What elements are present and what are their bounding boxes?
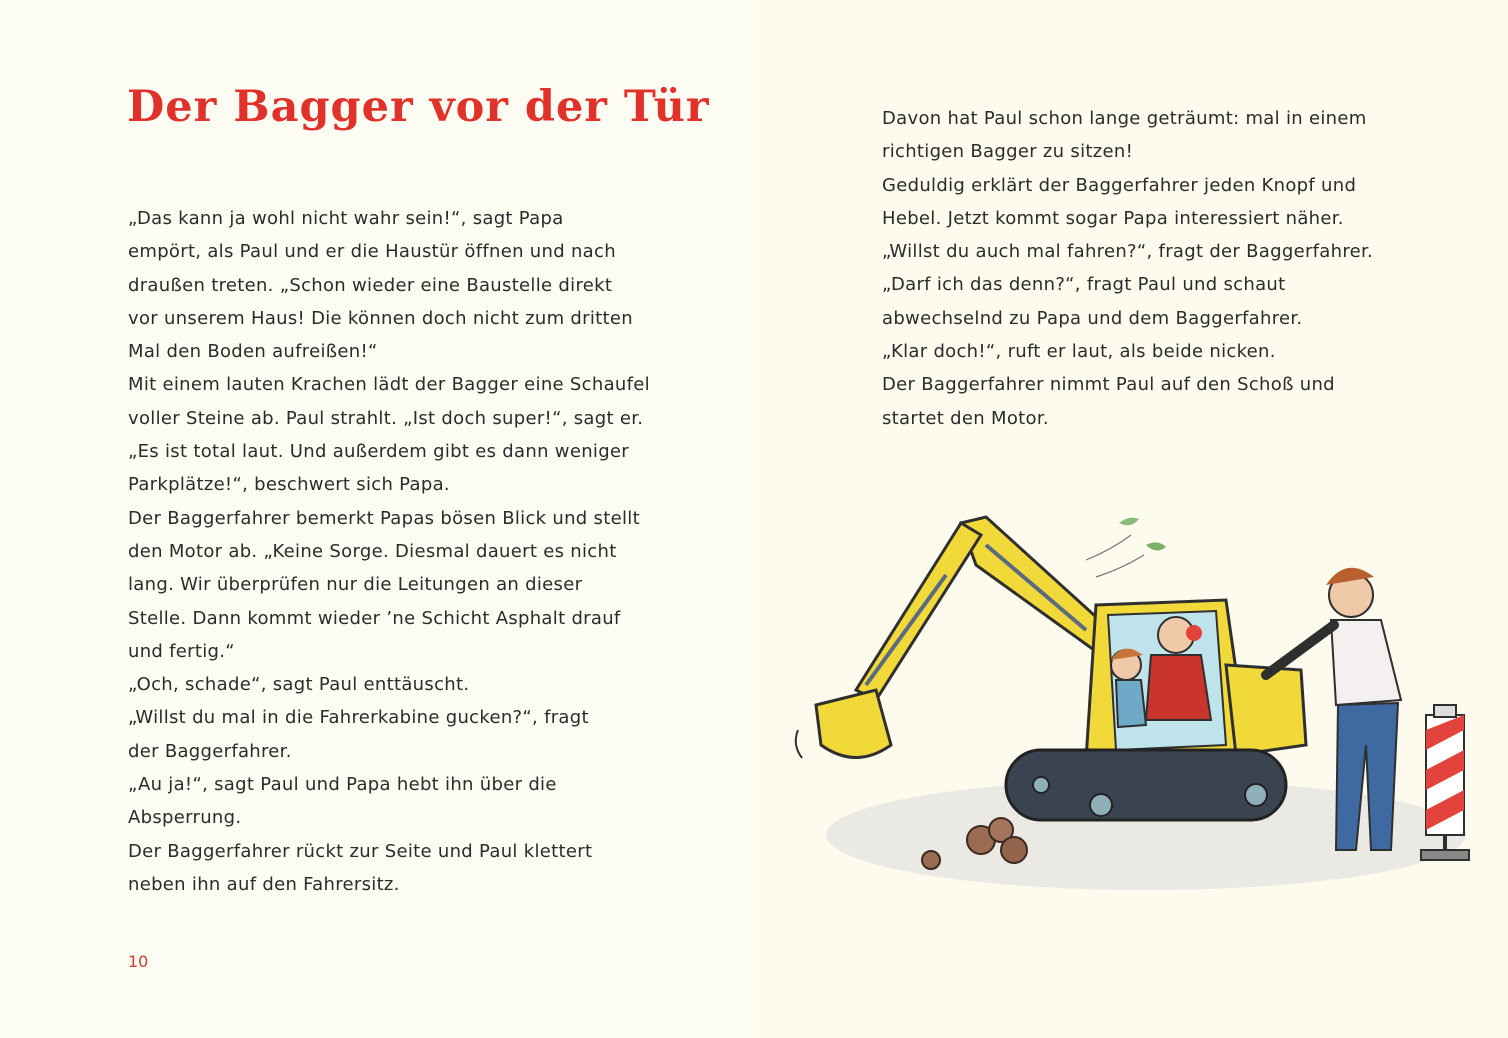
text-line: Der Baggerfahrer nimmt Paul auf den Schoß und: [882, 374, 1335, 396]
text-line: „Das kann ja wohl nicht wahr sein!“, sagt Papa: [128, 208, 564, 229]
leaf-icon: [1119, 518, 1139, 526]
text-line: „Och, schade“, sagt Paul enttäuscht.: [128, 674, 470, 696]
text-line: Geduldig erklärt der Baggerfahrer jeden Knopf und: [882, 174, 1357, 196]
text-line: Mit einem lauten Krachen lädt der Bagger eine Schaufel: [128, 374, 650, 396]
leaf-icon: [1146, 542, 1166, 550]
text-line: „Willst du mal in die Fahrerkabine gucken?“, fragt: [128, 707, 589, 729]
boy-body: [1116, 680, 1146, 727]
excavator-bucket: [816, 690, 891, 758]
text-line: voller Steine ab. Paul strahlt. „Ist doch super!“, sagt er.: [128, 407, 644, 429]
father-shirt: [1331, 620, 1401, 705]
text-line: „Klar doch!“, ruft er laut, als beide nicken.: [882, 341, 1276, 363]
text-line: „Es ist total laut. Und außerdem gibt es dann weniger: [128, 441, 630, 463]
text-line: den Motor ab. „Keine Sorge. Diesmal dauert es nicht: [128, 540, 617, 562]
text-line: Stelle. Dann kommt wieder ’ne Schicht Asphalt drauf: [128, 607, 621, 629]
text-line: „Darf ich das denn?“, fragt Paul und schaut: [882, 274, 1286, 296]
text-line: Absperrung.: [128, 807, 242, 829]
rock-icon: [922, 851, 940, 869]
text-line: Mal den Boden aufreißen!“: [128, 341, 378, 363]
right-page-text: [882, 102, 1442, 435]
text-line: draußen treten. „Schon wieder eine Baustelle direkt: [128, 274, 613, 296]
text-line: vor unserem Haus! Die können doch nicht zum dritten: [128, 307, 633, 329]
text-line: Parkplätze!“, beschwert sich Papa.: [128, 474, 450, 496]
text-line: empört, als Paul und er die Haustür öffnen und nach: [128, 241, 616, 263]
text-line: lang. Wir überprüfen nur die Leitungen an dieser: [128, 574, 583, 596]
text-line: Davon hat Paul schon lange geträumt: mal in einem: [882, 108, 1367, 129]
rock-icon: [1001, 837, 1027, 863]
text-line: „Au ja!“, sagt Paul und Papa hebt ihn über die: [128, 774, 557, 796]
text-line: abwechselnd zu Papa und dem Baggerfahrer.: [882, 307, 1303, 329]
text-line: Der Baggerfahrer rückt zur Seite und Paul klettert: [128, 840, 593, 862]
text-line: Der Baggerfahrer bemerkt Papas bösen Blick und stellt: [128, 507, 640, 529]
text-line: startet den Motor.: [882, 407, 1049, 429]
text-line: „Willst du auch mal fahren?“, fragt der Baggerfahrer.: [882, 241, 1374, 263]
excavator-illustration: [786, 505, 1486, 915]
text-line: Hebel. Jetzt kommt sogar Papa interessiert näher.: [882, 207, 1344, 229]
chapter-title: Der Bagger vor der Tür: [127, 82, 710, 132]
driver-body: [1146, 655, 1211, 720]
text-line: richtigen Bagger zu sitzen!: [882, 141, 1134, 163]
text-line: und fertig.“: [128, 640, 235, 662]
page-number: 10: [128, 952, 149, 971]
left-page-text: [128, 202, 688, 901]
text-line: neben ihn auf den Fahrersitz.: [128, 873, 400, 895]
text-line: der Baggerfahrer.: [128, 740, 292, 762]
